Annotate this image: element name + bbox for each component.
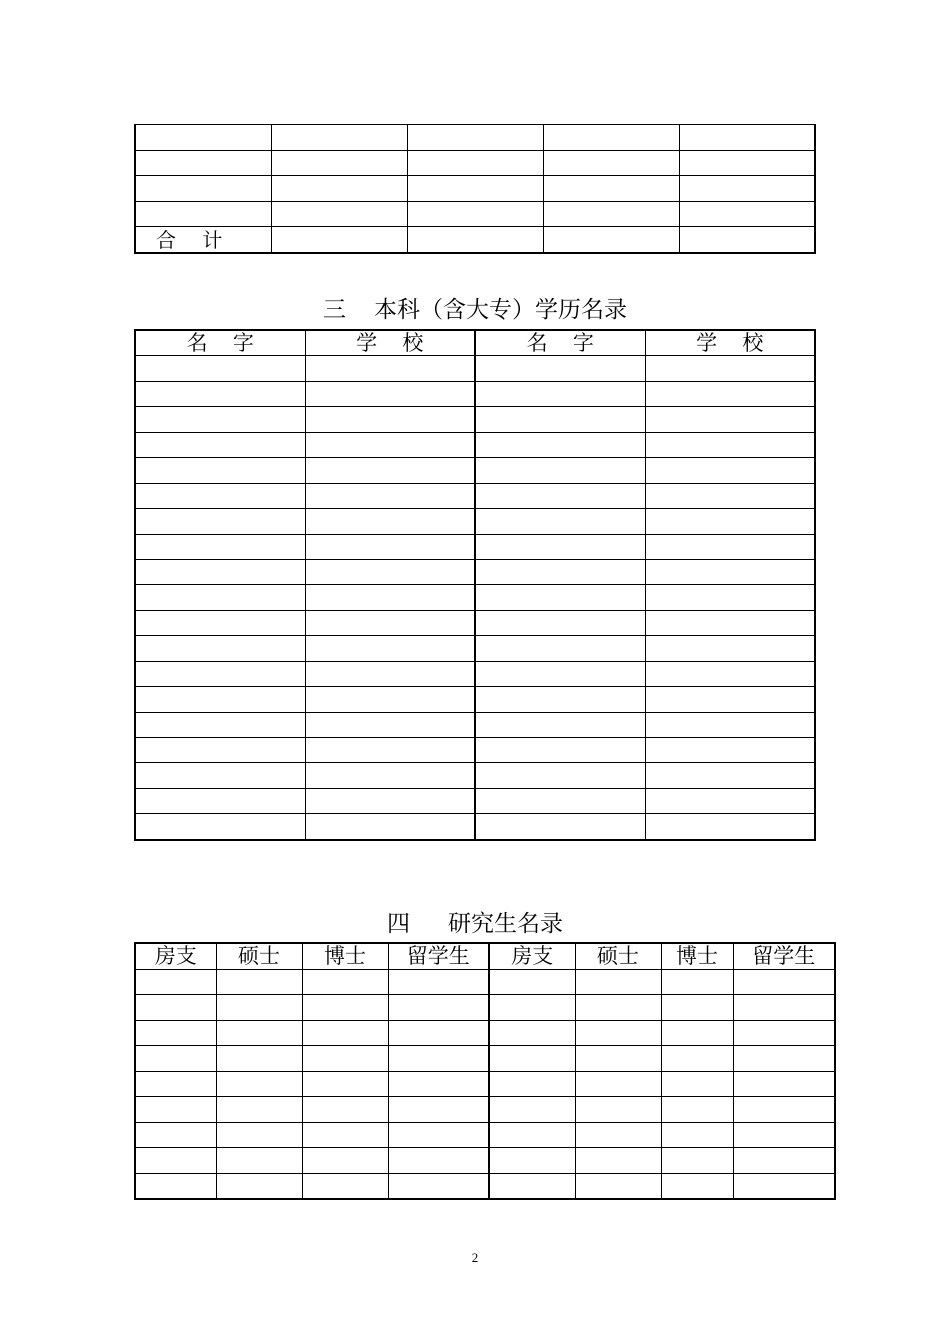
table-row	[135, 483, 815, 508]
summary-table-continuation	[134, 124, 816, 254]
table-row	[135, 356, 815, 381]
column-header: 学校	[645, 330, 815, 356]
table-row	[135, 150, 815, 176]
total-label: 合 计	[135, 227, 271, 253]
table-row	[135, 1122, 835, 1148]
section-number: 四	[387, 911, 410, 937]
table-row	[135, 509, 815, 534]
table-row	[135, 1020, 835, 1046]
table-row	[135, 1097, 835, 1123]
table-row	[135, 687, 815, 712]
column-header: 博士	[302, 943, 388, 969]
column-header: 房支	[135, 943, 216, 969]
table-row	[135, 610, 815, 635]
table-row	[135, 1148, 835, 1174]
table-row	[135, 636, 815, 661]
table-header-row	[135, 943, 835, 969]
undergraduate-table	[134, 329, 816, 841]
table-row	[135, 534, 815, 559]
column-header: 留学生	[733, 943, 835, 969]
graduate-table	[134, 942, 836, 1200]
table-row	[135, 585, 815, 610]
column-header: 硕士	[216, 943, 302, 969]
column-header: 博士	[661, 943, 733, 969]
section-number: 三	[323, 297, 346, 323]
table-row	[135, 712, 815, 737]
table-header-row	[135, 330, 815, 356]
table-row	[135, 176, 815, 202]
table-row	[135, 1071, 835, 1097]
table-row	[135, 125, 815, 151]
column-header: 硕士	[575, 943, 661, 969]
table-row	[135, 788, 815, 813]
column-header: 名字	[475, 330, 645, 356]
section-title-undergraduate	[0, 291, 950, 324]
table-row	[135, 738, 815, 763]
table-row	[135, 969, 835, 995]
table-row	[135, 381, 815, 406]
column-header: 房支	[489, 943, 575, 969]
table-row	[135, 1173, 835, 1199]
column-header: 留学生	[388, 943, 489, 969]
table-row	[135, 559, 815, 584]
section-heading: 本科（含大专）学历名录	[374, 297, 627, 323]
page-number: 2	[471, 1250, 479, 1265]
section-heading: 研究生名录	[448, 911, 563, 937]
table-row	[135, 661, 815, 686]
section-title-graduate	[0, 905, 950, 938]
table-row	[135, 407, 815, 432]
table-row	[135, 432, 815, 457]
table-row	[135, 763, 815, 788]
total-row	[135, 227, 815, 253]
table-row	[135, 201, 815, 227]
column-header: 名字	[135, 330, 305, 356]
table-row	[135, 458, 815, 483]
table-row	[135, 995, 835, 1021]
table-row	[135, 1046, 835, 1072]
column-header: 学校	[305, 330, 475, 356]
table-row	[135, 814, 815, 840]
